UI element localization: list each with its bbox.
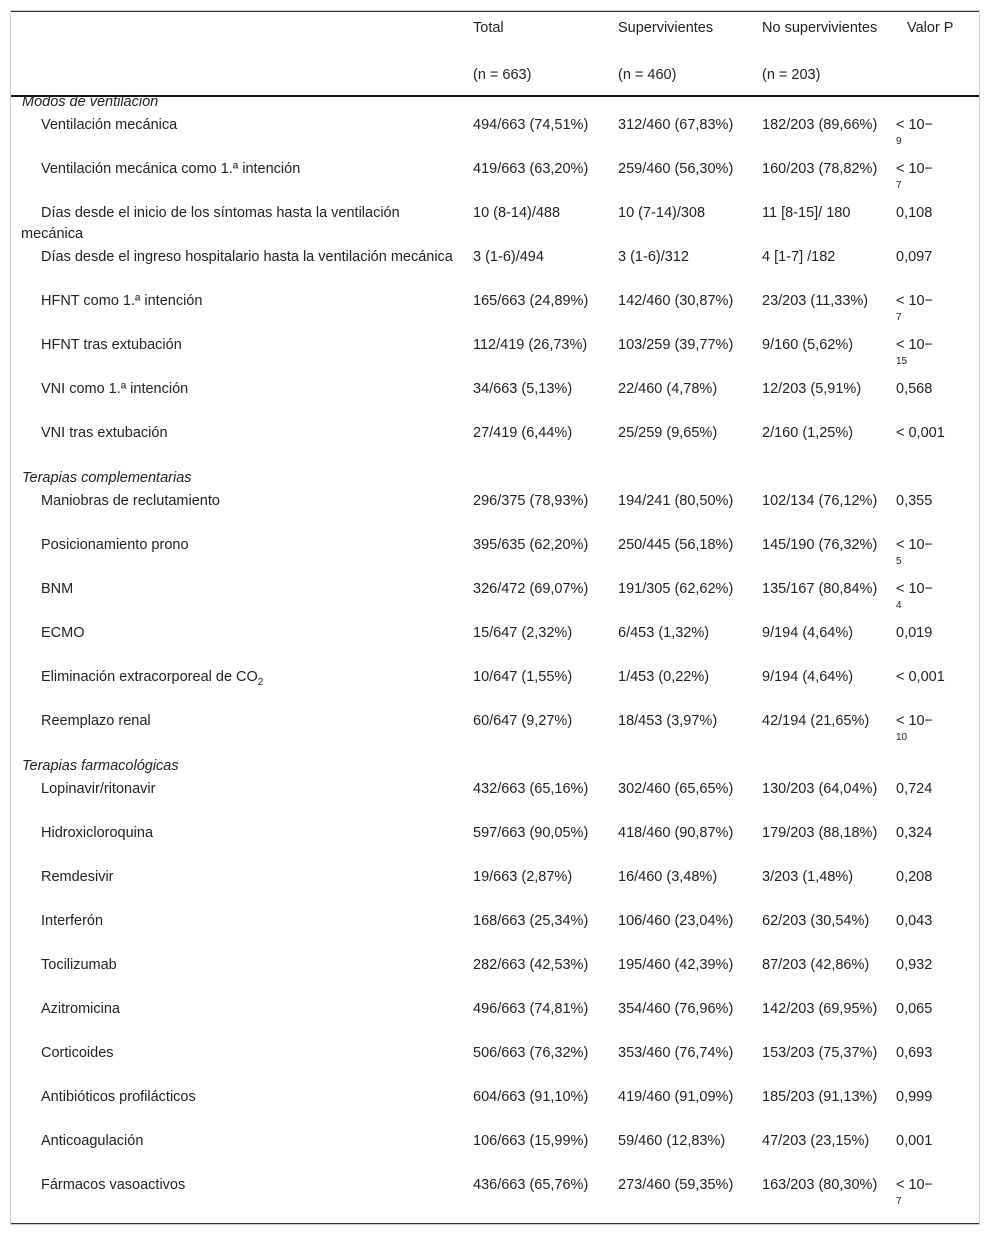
cell-non-survivors: 3/203 (1,48%) — [762, 869, 854, 885]
cell-p-value — [896, 378, 979, 422]
row-label-text: VNI tras extubación — [41, 425, 168, 441]
cell-p-value — [896, 1130, 979, 1174]
p-value-base: < 0,001 — [896, 425, 945, 441]
cell-p-value — [896, 910, 979, 954]
cell-p-value — [896, 158, 979, 202]
cell-total: 15/647 (2,32%) — [473, 625, 573, 641]
row-label — [11, 1174, 462, 1218]
p-value-base: 0,999 — [896, 1089, 933, 1105]
cell-p-value — [896, 246, 979, 290]
cell-survivors: 191/305 (62,62%) — [618, 581, 734, 597]
table-row — [11, 998, 979, 1042]
cell-non-survivors: 142/203 (69,95%) — [762, 1001, 878, 1017]
cell-p-value — [896, 202, 979, 246]
row-label-text: HFNT tras extubación — [41, 337, 182, 353]
cell-p-value — [896, 578, 979, 622]
row-label — [11, 954, 462, 998]
row-label-text: Remdesivir — [41, 869, 114, 885]
cell-total: 112/419 (26,73%) — [473, 337, 588, 353]
cell-non-survivors: 9/160 (5,62%) — [762, 337, 854, 353]
cell-non-survivors: 135/167 (80,84%) — [762, 581, 878, 597]
row-label — [11, 910, 462, 954]
row-label-text: Fármacos vasoactivos — [41, 1177, 186, 1193]
cell-survivors: 353/460 (76,74%) — [618, 1045, 734, 1061]
p-value-exponent: 7 — [896, 1196, 902, 1207]
header-row — [11, 12, 979, 62]
cell-p-value — [896, 114, 979, 158]
p-value-exponent: 7 — [896, 312, 902, 323]
row-label-text: Lopinavir/ritonavir — [41, 781, 156, 797]
p-value-base: < 0,001 — [896, 669, 945, 685]
table-row — [11, 334, 979, 378]
cell-non-survivors: 145/190 (76,32%) — [762, 537, 878, 553]
cell-p-value — [896, 1086, 979, 1130]
row-label — [11, 378, 462, 422]
header-n-row — [11, 62, 979, 90]
cell-survivors: 419/460 (91,09%) — [618, 1089, 734, 1105]
cell-p-value — [896, 866, 979, 910]
cell-total: 326/472 (69,07%) — [473, 581, 589, 597]
row-label — [11, 822, 462, 866]
row-label — [11, 666, 462, 710]
row-label — [11, 158, 462, 202]
row-label — [11, 114, 462, 158]
n-survivors: (n = 460) — [618, 67, 677, 83]
cell-survivors: 418/460 (90,87%) — [618, 825, 734, 841]
cell-non-survivors: 163/203 (80,30%) — [762, 1177, 878, 1193]
row-label-text: Anticoagulación — [41, 1133, 144, 1149]
row-label — [11, 246, 462, 290]
cell-non-survivors: 12/203 (5,91%) — [762, 381, 862, 397]
table-row — [11, 534, 979, 578]
row-label-text: HFNT como 1.ª intención — [41, 293, 203, 309]
cell-total: 395/635 (62,20%) — [473, 537, 589, 553]
p-value-base: 0,043 — [896, 913, 933, 929]
table-row — [11, 202, 979, 246]
cell-p-value — [896, 1174, 979, 1218]
cell-non-survivors: 87/203 (42,86%) — [762, 957, 870, 973]
cell-p-value — [896, 666, 979, 710]
results-table — [11, 12, 979, 1218]
cell-total: 597/663 (90,05%) — [473, 825, 589, 841]
p-value-exponent: 15 — [896, 356, 908, 367]
cell-survivors: 18/453 (3,97%) — [618, 713, 718, 729]
cell-p-value — [896, 290, 979, 334]
cell-total: 506/663 (76,32%) — [473, 1045, 589, 1061]
p-value-base: 0,724 — [896, 781, 933, 797]
p-value-base: 0,065 — [896, 1001, 933, 1017]
row-label — [11, 534, 462, 578]
cell-survivors: 1/453 (0,22%) — [618, 669, 710, 685]
p-value-base: 0,932 — [896, 957, 933, 973]
table-row — [11, 910, 979, 954]
header-empty-cell — [896, 62, 979, 90]
row-label-text: Interferón — [41, 913, 104, 929]
cell-survivors: 3 (1-6)/312 — [618, 249, 689, 265]
table-row — [11, 422, 979, 466]
p-value-base: 0,097 — [896, 249, 933, 265]
table-row — [11, 1042, 979, 1086]
cell-total: 604/663 (91,10%) — [473, 1089, 589, 1105]
row-label — [11, 202, 462, 246]
cell-survivors: 22/460 (4,78%) — [618, 381, 718, 397]
table-row — [11, 378, 979, 422]
p-value-base: 0,019 — [896, 625, 933, 641]
p-value-base: < 10− — [896, 337, 934, 353]
cell-non-survivors: 11 [8-15]/ 180 — [762, 205, 851, 221]
table-body — [11, 90, 979, 1218]
p-value-base: 0,568 — [896, 381, 933, 397]
p-value-base: < 10− — [896, 537, 934, 553]
table-row — [11, 290, 979, 334]
row-label — [11, 1086, 462, 1130]
cell-survivors: 16/460 (3,48%) — [618, 869, 718, 885]
cell-survivors: 103/259 (39,77%) — [618, 337, 734, 353]
cell-total: 10 (8-14)/488 — [473, 205, 561, 221]
cell-total: 3 (1-6)/494 — [473, 249, 544, 265]
cell-total: 106/663 (15,99%) — [473, 1133, 589, 1149]
header-total: Total — [473, 20, 504, 36]
p-value-base: < 10− — [896, 161, 934, 177]
cell-non-survivors: 42/194 (21,65%) — [762, 713, 870, 729]
cell-total: 296/375 (78,93%) — [473, 493, 589, 509]
cell-non-survivors: 179/203 (88,18%) — [762, 825, 878, 841]
p-value-exponent: 10 — [896, 732, 908, 743]
cell-survivors: 250/445 (56,18%) — [618, 537, 734, 553]
row-label-text: Antibióticos profilácticos — [41, 1089, 196, 1105]
table-row — [11, 710, 979, 754]
cell-total: 496/663 (74,81%) — [473, 1001, 589, 1017]
cell-p-value — [896, 710, 979, 754]
cell-total: 494/663 (74,51%) — [473, 117, 589, 133]
cell-non-survivors: 185/203 (91,13%) — [762, 1089, 878, 1105]
table-row — [11, 1130, 979, 1174]
bottom-rule — [11, 1223, 979, 1224]
row-label — [11, 778, 462, 822]
row-label — [11, 1042, 462, 1086]
cell-survivors: 25/259 (9,65%) — [618, 425, 718, 441]
section-title: Terapias farmacológicas — [22, 758, 179, 774]
row-label — [11, 290, 462, 334]
row-label — [11, 998, 462, 1042]
cell-survivors: 354/460 (76,96%) — [618, 1001, 734, 1017]
row-label-text: Ventilación mecánica como 1.ª intención — [41, 161, 301, 177]
table-row — [11, 578, 979, 622]
row-label-text: VNI como 1.ª intención — [41, 381, 189, 397]
table-row — [11, 778, 979, 822]
cell-p-value — [896, 490, 979, 534]
cell-non-survivors: 130/203 (64,04%) — [762, 781, 878, 797]
row-label-text: Posicionamiento prono — [41, 537, 189, 553]
cell-p-value — [896, 998, 979, 1042]
cell-survivors: 273/460 (59,35%) — [618, 1177, 734, 1193]
row-label — [11, 866, 462, 910]
table-row — [11, 866, 979, 910]
header-empty-cell — [11, 12, 462, 62]
n-total: (n = 663) — [473, 67, 532, 83]
cell-non-survivors: 47/203 (23,15%) — [762, 1133, 870, 1149]
cell-survivors: 259/460 (56,30%) — [618, 161, 734, 177]
cell-survivors: 10 (7-14)/308 — [618, 205, 706, 221]
p-value-base: 0,208 — [896, 869, 933, 885]
table-row — [11, 1086, 979, 1130]
row-label — [11, 334, 462, 378]
row-label-text: Reemplazo renal — [41, 713, 151, 729]
cell-survivors: 6/453 (1,32%) — [618, 625, 710, 641]
cell-non-survivors: 4 [1-7] /182 — [762, 249, 836, 265]
table-row — [11, 822, 979, 866]
p-value-exponent: 9 — [896, 136, 902, 147]
p-value-base: < 10− — [896, 581, 934, 597]
cell-p-value — [896, 334, 979, 378]
cell-survivors: 312/460 (67,83%) — [618, 117, 734, 133]
cell-survivors: 195/460 (42,39%) — [618, 957, 734, 973]
cell-non-survivors: 2/160 (1,25%) — [762, 425, 854, 441]
cell-survivors: 106/460 (23,04%) — [618, 913, 734, 929]
cell-p-value — [896, 534, 979, 578]
section-row — [11, 754, 979, 778]
row-label-text: Maniobras de reclutamiento — [41, 493, 220, 509]
row-label-subscript: 2 — [257, 676, 264, 688]
table-row — [11, 1174, 979, 1218]
cell-p-value — [896, 954, 979, 998]
p-value-exponent: 4 — [896, 600, 902, 611]
header-non-survivors: No supervivientes — [762, 20, 878, 36]
row-label-text: Corticoides — [41, 1045, 114, 1061]
p-value-base: < 10− — [896, 1177, 934, 1193]
row-label — [11, 422, 462, 466]
row-label-text: ECMO — [41, 625, 85, 641]
table-row — [11, 246, 979, 290]
p-value-exponent: 5 — [896, 556, 902, 567]
row-label — [11, 622, 462, 666]
p-value-base: 0,355 — [896, 493, 933, 509]
table-row — [11, 666, 979, 710]
cell-non-survivors: 160/203 (78,82%) — [762, 161, 878, 177]
cell-survivors: 194/241 (80,50%) — [618, 493, 734, 509]
cell-total: 19/663 (2,87%) — [473, 869, 573, 885]
cell-p-value — [896, 778, 979, 822]
cell-total: 27/419 (6,44%) — [473, 425, 573, 441]
p-value-base: 0,108 — [896, 205, 933, 221]
cell-total: 282/663 (42,53%) — [473, 957, 589, 973]
row-label-text: Días desde el ingreso hospitalario hasta la ventilación mecánica — [41, 249, 453, 265]
row-label-text: Azitromicina — [41, 1001, 120, 1017]
p-value-base: 0,324 — [896, 825, 933, 841]
n-non-survivors: (n = 203) — [762, 67, 821, 83]
cell-non-survivors: 153/203 (75,37%) — [762, 1045, 878, 1061]
section-row — [11, 90, 979, 114]
cell-total: 168/663 (25,34%) — [473, 913, 589, 929]
cell-non-survivors: 182/203 (89,66%) — [762, 117, 878, 133]
header-empty-cell — [11, 62, 462, 90]
cell-total: 10/647 (1,55%) — [473, 669, 573, 685]
header-survivors: Supervivientes — [618, 20, 714, 36]
table-row — [11, 490, 979, 534]
table-row — [11, 622, 979, 666]
cell-survivors: 142/460 (30,87%) — [618, 293, 734, 309]
cell-total: 419/663 (63,20%) — [473, 161, 589, 177]
row-label — [11, 578, 462, 622]
p-value-base: < 10− — [896, 293, 934, 309]
row-label — [11, 710, 462, 754]
row-label-text: Días desde el inicio de los síntomas hasta la ventilación mecánica — [21, 205, 400, 242]
p-value-exponent: 7 — [896, 180, 902, 191]
row-label-text: Eliminación extracorporeal de CO — [41, 669, 258, 685]
header-p-value: Valor P — [907, 20, 954, 36]
row-label — [11, 1130, 462, 1174]
cell-p-value — [896, 422, 979, 466]
table-header — [11, 12, 979, 90]
section-row — [11, 466, 979, 490]
row-label-text: BNM — [41, 581, 74, 597]
row-label-text: Hidroxicloroquina — [41, 825, 154, 841]
section-title: Terapias complementarias — [22, 470, 192, 486]
cell-total: 34/663 (5,13%) — [473, 381, 573, 397]
p-value-base: < 10− — [896, 117, 934, 133]
cell-non-survivors: 23/203 (11,33%) — [762, 293, 869, 309]
table-row — [11, 114, 979, 158]
cell-total: 432/663 (65,16%) — [473, 781, 589, 797]
cell-p-value — [896, 1042, 979, 1086]
table-row — [11, 954, 979, 998]
section-title: Modos de ventilación — [22, 94, 159, 110]
row-label-text: Ventilación mecánica — [41, 117, 178, 133]
cell-non-survivors: 9/194 (4,64%) — [762, 625, 854, 641]
cell-p-value — [896, 822, 979, 866]
cell-non-survivors: 102/134 (76,12%) — [762, 493, 878, 509]
table-row — [11, 158, 979, 202]
cell-total: 436/663 (65,76%) — [473, 1177, 589, 1193]
cell-total: 165/663 (24,89%) — [473, 293, 589, 309]
cell-non-survivors: 9/194 (4,64%) — [762, 669, 854, 685]
cell-survivors: 59/460 (12,83%) — [618, 1133, 726, 1149]
p-value-base: < 10− — [896, 713, 934, 729]
row-label — [11, 490, 462, 534]
cell-survivors: 302/460 (65,65%) — [618, 781, 734, 797]
p-value-base: 0,693 — [896, 1045, 933, 1061]
cell-non-survivors: 62/203 (30,54%) — [762, 913, 870, 929]
cell-p-value — [896, 622, 979, 666]
row-label-text: Tocilizumab — [41, 957, 117, 973]
cell-total: 60/647 (9,27%) — [473, 713, 573, 729]
p-value-base: 0,001 — [896, 1133, 933, 1149]
